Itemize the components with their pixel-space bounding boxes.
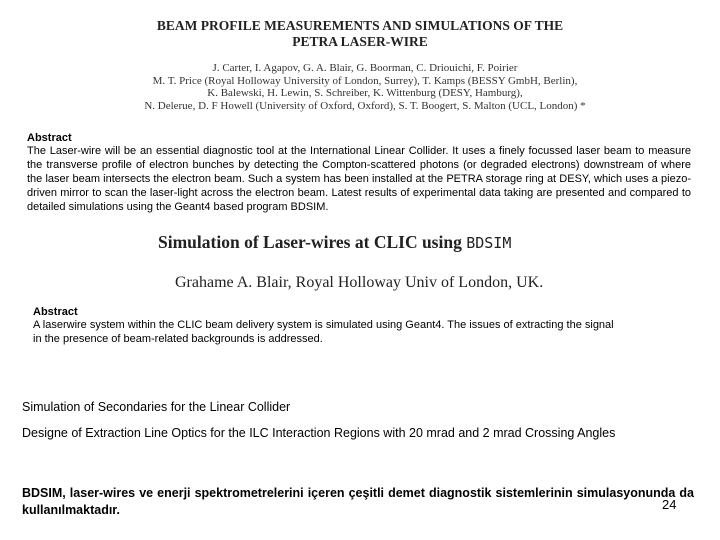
paper1-author-line: K. Balewski, H. Lewin, S. Schreiber, K. Wittenburg (DESY, Hamburg), <box>207 87 523 100</box>
paper1-title-line1: BEAM PROFILE MEASUREMENTS AND SIMULATIONS OF THE <box>156 18 564 33</box>
paper1-title <box>120 18 600 50</box>
paper2-abstract <box>33 306 673 346</box>
paper1-author-line: M. T. Price (Royal Holloway University of London, Surrey), T. Kamps (BESSY GmbH, Berlin), <box>152 74 578 87</box>
paper2-abstract-heading: Abstract <box>33 306 78 318</box>
summary-text: BDSIM, laser-wires ve enerji spektrometrelerini içeren çeşitli demet diagnostik sistemlerinin simulasyonunda da kullanılmaktadır. <box>22 486 694 517</box>
related-title-extraction-optics: Designe of Extraction Line Optics for the ILC Interaction Regions with 20 mrad and 2 mrad Crossing Angles <box>22 426 616 440</box>
paper2-title-text: Simulation of Laser-wires at CLIC using <box>158 232 462 252</box>
paper1-abstract-heading: Abstract <box>27 132 72 144</box>
related-title-secondaries: Simulation of Secondaries for the Linear Collider <box>22 400 291 414</box>
paper1-abstract <box>27 132 691 214</box>
paper2-abstract-line1: A laserwire system within the CLIC beam delivery system is simulated using Geant4. The issues of extracting the signal <box>33 319 614 331</box>
paper1-author-line: J. Carter, I. Agapov, G. A. Blair, G. Boorman, C. Driouichi, F. Poirier <box>212 62 518 74</box>
paper1-authors <box>95 62 635 112</box>
paper2-abstract-line2: in the presence of beam-related backgrounds is addressed. <box>33 333 323 345</box>
paper1-author-line: N. Delerue, D. F Howell (University of Oxford, Oxford), S. T. Boogert, S. Malton (UCL, London) * <box>144 99 586 112</box>
paper1-title-line2: PETRA LASER-WIRE <box>292 34 428 49</box>
paper2-author: Grahame A. Blair, Royal Holloway Univ of London, UK. <box>175 274 544 291</box>
page-number: 24 <box>662 497 677 512</box>
paper2-title <box>158 232 638 253</box>
paper2-title-code: BDSIM <box>466 234 512 252</box>
paper1-abstract-text: The Laser-wire will be an essential diagnostic tool at the International Linear Collider. It uses a finely focussed laser beam to measure the transverse profile of electron bunches by detecting the Compton-scattered photons (or degraded electrons) downstream of where the laser beam intersects the electron beam. Such a system has been installed at the PETRA storage ring at DESY, which uses a piezo-driven mirror to scan the laser-light across the electron beam. Latest results of experimental data taking are presented and compared to detailed simulations using the Geant4 based program BDSIM. <box>27 145 691 213</box>
